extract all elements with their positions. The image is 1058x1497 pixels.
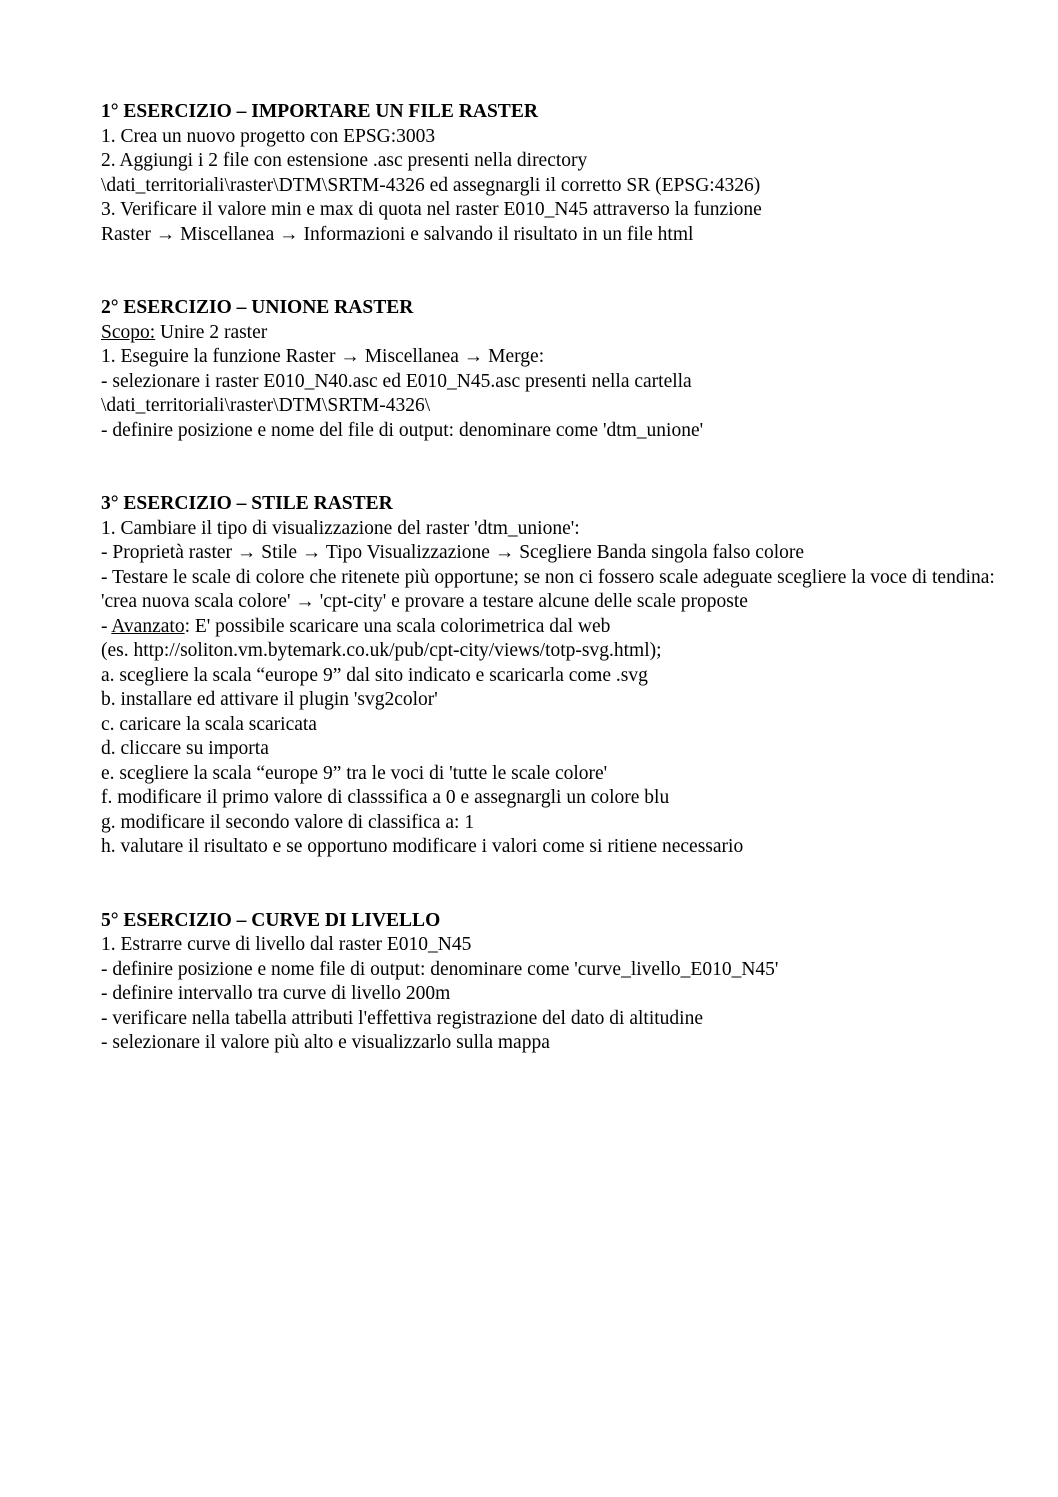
- text-line: 1. Eseguire la funzione Raster → Miscellanea → Merge:: [101, 346, 545, 367]
- text-line: 1. Estrarre curve di livello dal raster E010_N45: [101, 934, 472, 955]
- text-line: - selezionare il valore più alto e visualizzarlo sulla mappa: [101, 1032, 550, 1053]
- text-line: - verificare nella tabella attributi l'effettiva registrazione del dato di altitudine: [101, 1007, 703, 1029]
- scope-label: Scopo:: [101, 321, 156, 343]
- section-title: 1° ESERCIZIO – IMPORTARE UN FILE RASTER: [101, 101, 538, 122]
- section-esercizio-2: [101, 296, 1001, 443]
- text-line: f. modificare il primo valore di classsifica a 0 e assegnargli un colore blu: [101, 787, 670, 808]
- section-esercizio-5: [101, 909, 1001, 1056]
- text-line: 1. Crea un nuovo progetto con EPSG:3003: [101, 125, 436, 147]
- text-line: 'crea nuova scala colore' → 'cpt-city' e provare a testare alcune delle scale proposte: [101, 591, 748, 612]
- advanced-label: Avanzato: [111, 615, 185, 637]
- text-line: - definire intervallo tra curve di livello 200m: [101, 983, 451, 1004]
- text-line: \dati_territoriali\raster\DTM\SRTM-4326\: [101, 395, 431, 416]
- section-title: 3° ESERCIZIO – STILE RASTER: [101, 493, 393, 514]
- text-line: g. modificare il secondo valore di classifica a: 1: [101, 811, 475, 833]
- scope-text: Unire 2 raster: [155, 321, 268, 343]
- advanced-prefix: -: [101, 615, 112, 637]
- text-line: c. caricare la scala scaricata: [101, 713, 317, 735]
- section-title: 2° ESERCIZIO – UNIONE RASTER: [101, 297, 414, 318]
- text-line: - selezionare i raster E010_N40.asc ed E010_N45.asc presenti nella cartella: [101, 370, 692, 392]
- text-line: 2. Aggiungi i 2 file con estensione .asc presenti nella directory: [101, 150, 588, 171]
- text-line: d. cliccare su importa: [101, 738, 269, 759]
- document-page: [101, 100, 1001, 1056]
- scope-line: [101, 321, 1001, 346]
- advanced-line: [101, 615, 1001, 640]
- text-line: 1. Cambiare il tipo di visualizzazione del raster 'dtm_unione':: [101, 517, 580, 539]
- text-line: Raster → Miscellanea → Informazioni e salvando il risultato in un file html: [101, 223, 694, 245]
- text-line: - Testare le scale di colore che ritenete più opportune; se non ci fossero scale adeguate scegliere la voce di tendina:: [101, 566, 995, 588]
- text-line: a. scegliere la scala “europe 9” dal sito indicato e scaricarla come .svg: [101, 664, 648, 686]
- section-title: 5° ESERCIZIO – CURVE DI LIVELLO: [101, 909, 441, 931]
- text-line: - Proprietà raster → Stile → Tipo Visualizzazione → Scegliere Banda singola falso colore: [101, 542, 805, 563]
- text-line: - definire posizione e nome file di output: denominare come 'curve_livello_E010_N45': [101, 958, 779, 980]
- text-line: (es. http://soliton.vm.bytemark.co.uk/pub/cpt-city/views/totp-svg.html);: [101, 640, 662, 661]
- text-line: 3. Verificare il valore min e max di quota nel raster E010_N45 attraverso la funzione: [101, 199, 762, 220]
- section-esercizio-1: [101, 100, 1001, 247]
- text-line: \dati_territoriali\raster\DTM\SRTM-4326 ed assegnargli il corretto SR (EPSG:4326): [101, 174, 761, 196]
- text-line: b. installare ed attivare il plugin 'svg2color': [101, 689, 438, 710]
- text-line: - definire posizione e nome del file di output: denominare come 'dtm_unione': [101, 419, 704, 441]
- section-esercizio-3: [101, 492, 1001, 860]
- text-line: h. valutare il risultato e se opportuno modificare i valori come si ritiene necessario: [101, 836, 744, 857]
- advanced-text: : E' possibile scaricare una scala colorimetrica dal web: [184, 615, 611, 637]
- text-line: e. scegliere la scala “europe 9” tra le voci di 'tutte le scale colore': [101, 762, 608, 784]
